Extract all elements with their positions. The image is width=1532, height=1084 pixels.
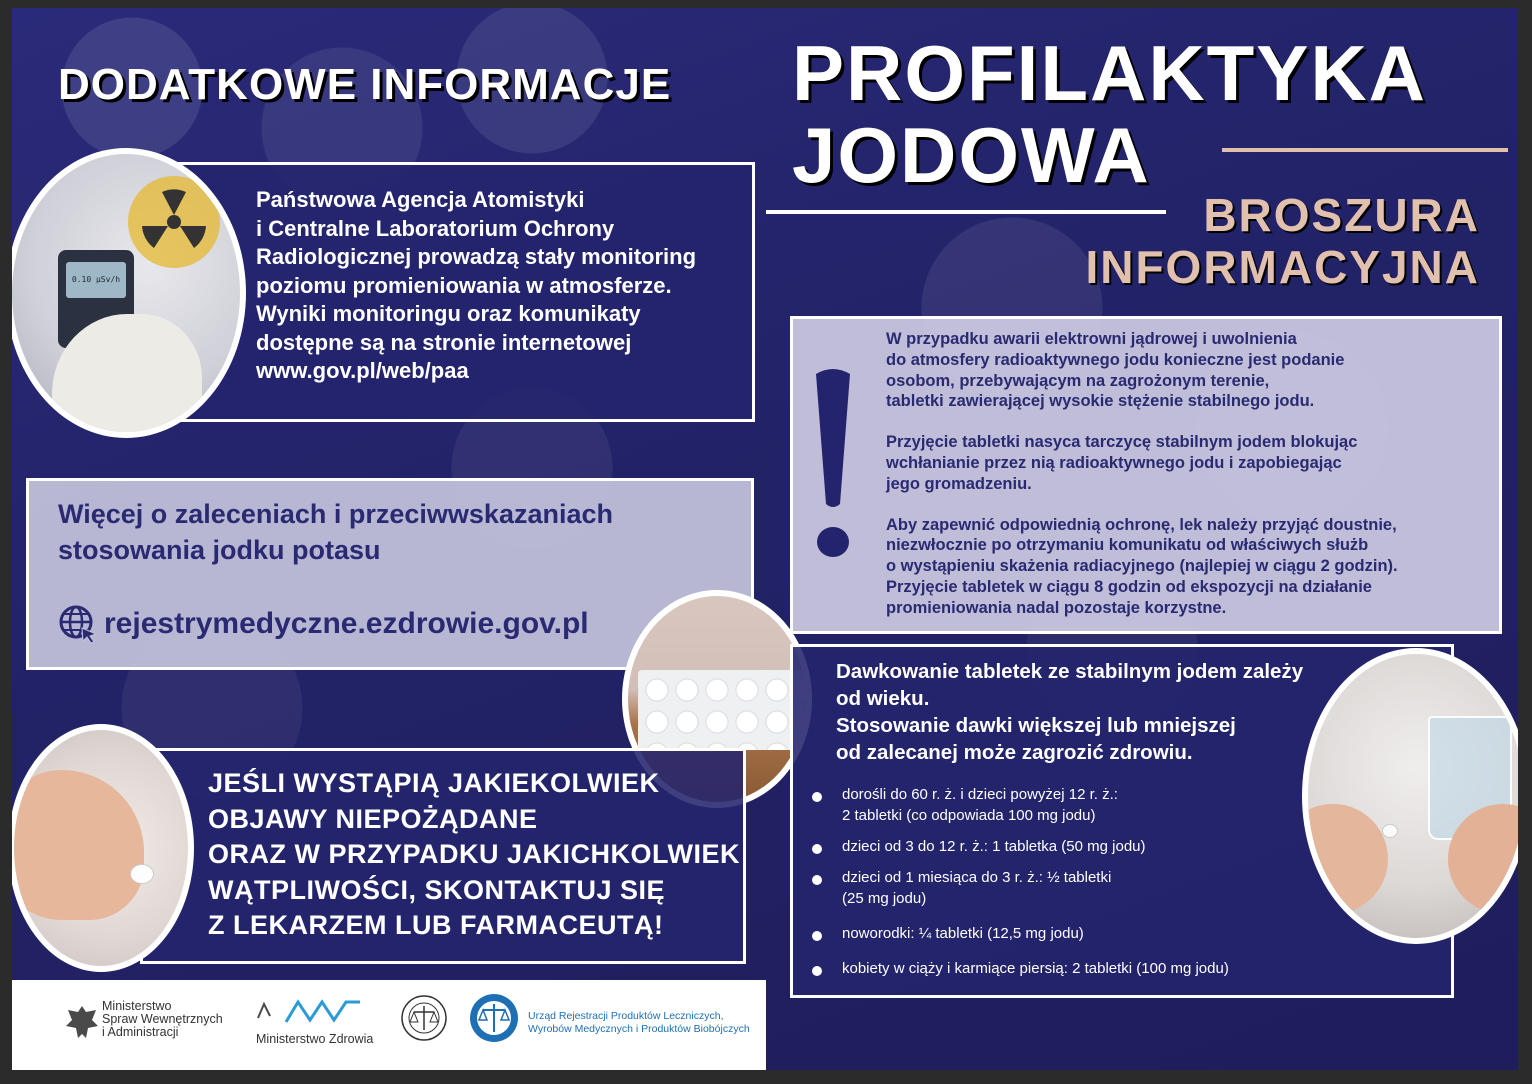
dose-intro-line: Dawkowanie tabletek ze stabilnym jodem zależy	[836, 660, 1304, 683]
hand-with-tablet	[1302, 804, 1388, 914]
dose-item-pregnant	[810, 958, 1229, 979]
info-text	[886, 329, 1398, 619]
info-line: o wystąpieniu skażenia radiacyjnego (najlepiej w ciągu 2 godzin).	[886, 557, 1398, 576]
radiation-icon	[124, 172, 224, 272]
info-line: Przyjęcie tabletek w ciągu 8 godzin od ekspozycji na działanie	[886, 577, 1372, 596]
more-info-text	[58, 496, 613, 568]
dose-intro-line: od wieku.	[836, 687, 930, 710]
title-rule-right	[1222, 148, 1508, 152]
mz-logo-icon	[256, 996, 376, 1026]
dose-item-line: dzieci od 3 do 12 r. ż.: 1 tabletka (50 mg jodu)	[842, 838, 1146, 855]
dose-item-adults	[810, 784, 1229, 826]
tablet-small	[1382, 824, 1398, 838]
warning-text	[208, 766, 740, 944]
info-paragraph-1	[886, 329, 1398, 412]
monitoring-line: Wyniki monitoringu oraz komunikaty	[256, 301, 641, 326]
info-paragraph-3	[886, 515, 1398, 619]
info-line: do atmosfery radioaktywnego jodu konieczne jest podanie	[886, 350, 1345, 369]
monitoring-line: dostępne są na stronie internetowej	[256, 329, 632, 355]
info-line: niezwłocznie po otrzymaniu komunikatu od właściwych służb	[886, 536, 1369, 555]
warning-line: Z LEKARZEM LUB FARMACEUTĄ!	[208, 910, 664, 940]
info-line: Aby zapewnić odpowiednią ochronę, lek należy przyjąć doustnie,	[886, 515, 1397, 534]
urpl-logo-text	[528, 1010, 750, 1036]
urpl-seal-icon	[468, 992, 520, 1044]
dose-item-line: (25 mg jodu)	[842, 890, 927, 907]
dose-item-line: kobiety w ciąży i karmiące piersią: 2 tabletki (100 mg jodu)	[842, 960, 1229, 977]
dosimeter-reading: 0.10 μSv/h	[71, 275, 121, 284]
more-info-line: Więcej o zaleceniach i przeciwwskazaniach	[58, 499, 614, 529]
mz-logo-text: Ministerstwo Zdrowia	[256, 1032, 374, 1046]
title-profilaktyka: PROFILAKTYKA	[792, 29, 1427, 117]
mswia-line: i Administracji	[102, 1025, 179, 1039]
warning-line: OBJAWY NIEPOŻĄDANE	[208, 803, 538, 834]
monitoring-line: i Centralne Laboratorium Ochrony	[256, 215, 615, 241]
monitoring-url[interactable]: www.gov.pl/web/paa	[256, 358, 469, 383]
pharmacy-chamber-seal-icon	[400, 994, 448, 1042]
dose-intro-line: od zalecanej może zagrozić zdrowiu.	[836, 741, 1193, 764]
urpl-line: Wyrobów Medycznych i Produktów Biobójczych	[528, 1023, 750, 1035]
mswia-logo-text	[102, 1000, 223, 1039]
info-line: wchłanianie przez nią radioaktywnego jodu i zapobiegając	[886, 453, 1342, 472]
dose-intro-line: Stosowanie dawki większej lub mniejszej	[836, 714, 1236, 737]
info-line: promieniowania nadal pozostaje korzystne.	[886, 598, 1227, 617]
monitoring-line: poziomu promieniowania w atmosferze.	[256, 272, 672, 298]
dosimeter-photo	[12, 148, 246, 438]
warning-line: ORAZ W PRZYPADKU JAKICHKOLWIEK	[208, 839, 740, 869]
dose-item-line: dorośli do 60 r. ż. i dzieci powyżej 12 r. ż.:	[842, 786, 1118, 803]
subtitle-informacyjna: INFORMACYJNA	[1085, 241, 1480, 293]
eagle-emblem-icon	[64, 1002, 100, 1042]
info-line: W przypadku awarii elektrowni jądrowej i uwolnienia	[886, 330, 1297, 348]
brochure-page	[12, 8, 1518, 1070]
tablet-pill	[130, 864, 154, 884]
monitoring-line: Państwowa Agencja Atomistyki	[256, 187, 585, 212]
dose-item-line: dzieci od 1 miesiąca do 3 r. ż.: ½ tabletki	[842, 869, 1112, 886]
water-glass-photo	[1302, 648, 1518, 944]
info-paragraph-2	[886, 432, 1398, 494]
dosimeter-screen	[66, 262, 126, 298]
hand-tablet-photo	[12, 724, 194, 972]
info-line: osobom, przebywającym na zagrożonym terenie,	[886, 371, 1270, 390]
info-line: tabletki zawierającej wysokie stężenie stabilnego jodu.	[886, 392, 1315, 411]
mswia-line: Spraw Wewnętrznych	[102, 1012, 223, 1026]
dose-item-children-1m-3y	[810, 867, 1229, 909]
monitoring-text	[256, 186, 696, 386]
blister-pack	[638, 670, 808, 750]
info-line: jego gromadzeniu.	[886, 474, 1032, 493]
footer-logos	[12, 980, 766, 1070]
mswia-line: Ministerstwo	[102, 999, 172, 1013]
globe-cursor-icon	[58, 604, 98, 644]
monitoring-line: Radiologicznej prowadzą stały monitoring	[256, 244, 697, 269]
dose-item-line: noworodki: ¼ tabletki (12,5 mg jodu)	[842, 925, 1084, 942]
fingers	[12, 770, 144, 920]
warning-line: WĄTPLIWOŚCI, SKONTAKTUJ SIĘ	[208, 874, 665, 905]
title-jodowa: JODOWA	[792, 111, 1151, 199]
dose-item-line: 2 tabletki (co odpowiada 100 mg jodu)	[842, 807, 1096, 824]
exclamation-icon	[808, 364, 858, 564]
subtitle-broszura: BROSZURA	[1203, 189, 1480, 241]
left-heading: DODATKOWE INFORMACJE	[58, 60, 672, 109]
info-line: Przyjęcie tabletki nasyca tarczycę stabilnym jodem blokując	[886, 433, 1358, 452]
warning-line: JEŚLI WYSTĄPIĄ JAKIEKOLWIEK	[208, 768, 660, 798]
urpl-line: Urząd Rejestracji Produktów Leczniczych,	[528, 1010, 724, 1022]
dose-intro	[836, 658, 1303, 766]
dose-item-children-3-12	[810, 836, 1229, 857]
dose-list	[810, 784, 1229, 979]
more-info-line: stosowania jodku potasu	[58, 535, 381, 565]
dose-item-newborns	[810, 923, 1229, 944]
registry-link[interactable]: rejestrymedyczne.ezdrowie.gov.pl	[104, 607, 589, 640]
